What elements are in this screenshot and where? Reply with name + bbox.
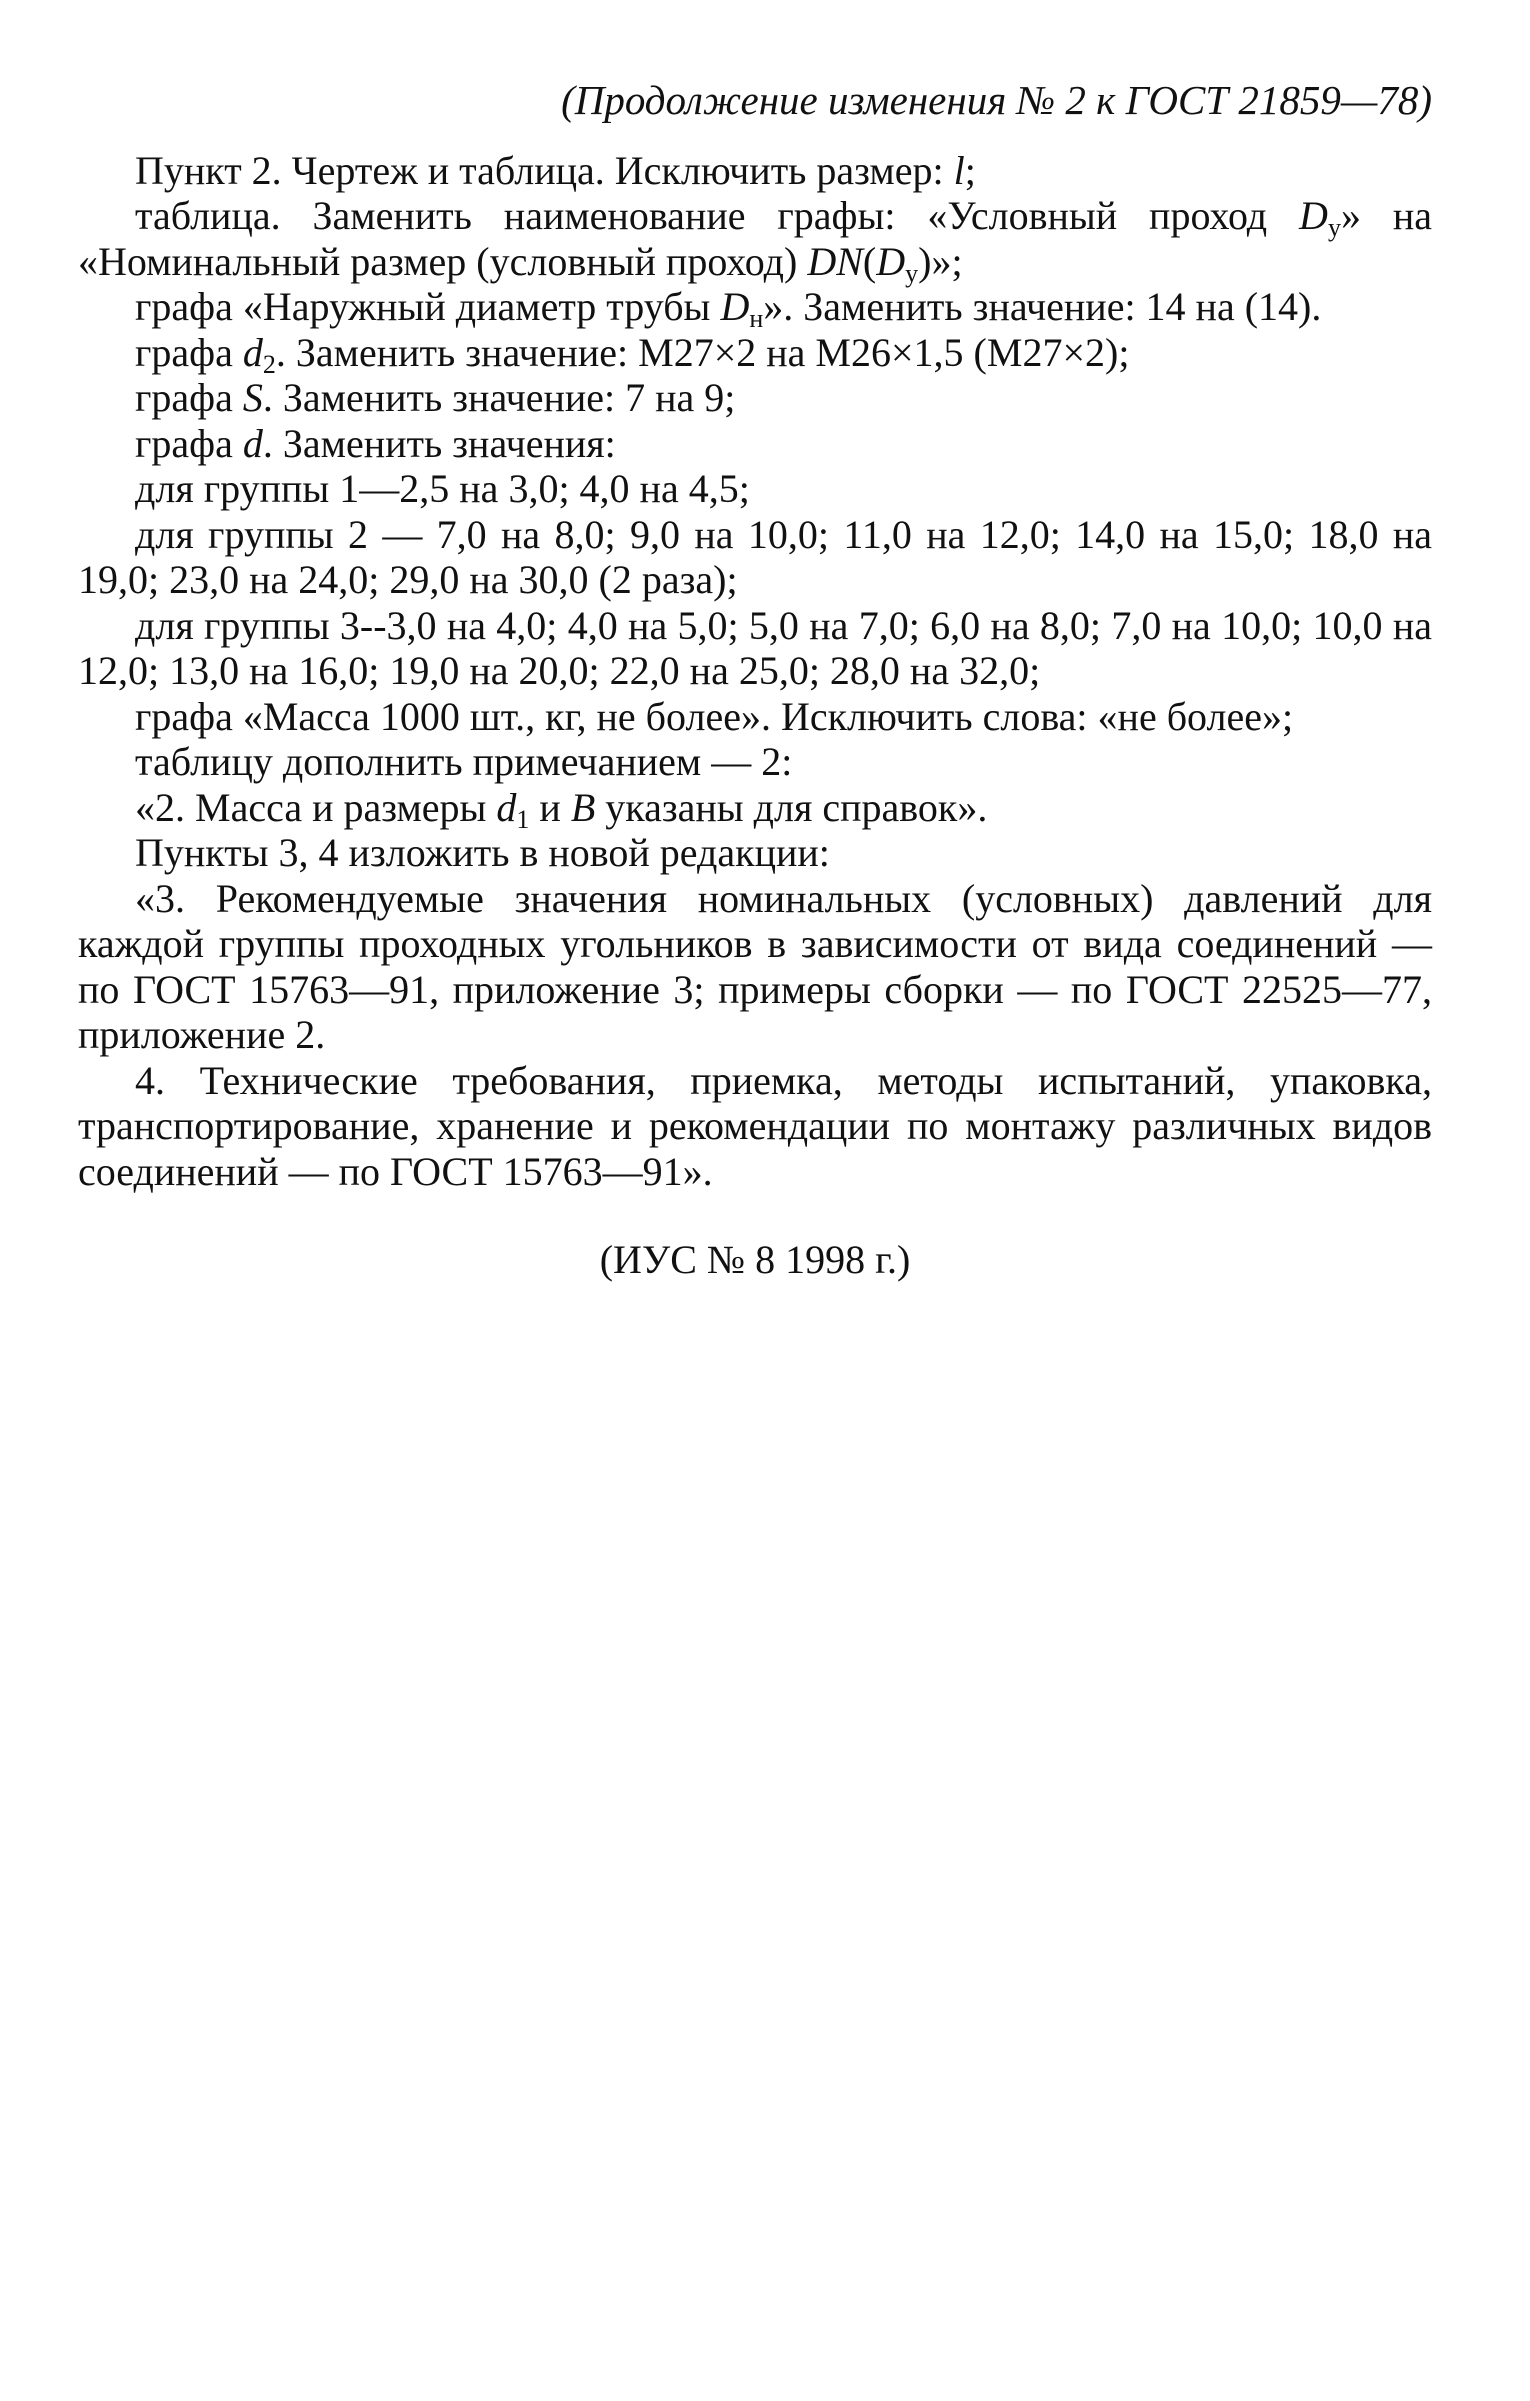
text: ( xyxy=(862,238,877,284)
paragraph-6 xyxy=(78,421,1432,467)
italic-symbol: l xyxy=(953,147,965,193)
paragraph-13: Пункты 3, 4 изложить в новой редакции: xyxy=(135,830,830,875)
paragraph-3 xyxy=(78,284,1432,333)
paragraph-8: для группы 2 — 7,0 на 8,0; 9,0 на 10,0; 11,0 на 12,0; 14,0 на 15,0; 18,0 на 19,0; 23,0 на 24,0; 29,0 на 30,0 (2 раза); xyxy=(78,511,1432,602)
paragraph-9: для группы 3--3,0 на 4,0; 4,0 на 5,0; 5,0 на 7,0; 6,0 на 8,0; 7,0 на 10,0; 10,0 на 12,0; 13,0 на 16,0; 19,0 на 20,0; 22,0 на 25,0; 28,0 на 32,0; xyxy=(78,602,1432,693)
text: «2. Масса и размеры xyxy=(135,784,497,830)
text: Пункт 2. Чертеж и таблица. Исключить размер: xyxy=(135,147,954,193)
subscript: у xyxy=(905,258,919,288)
text: графа xyxy=(135,375,243,420)
paragraph-14: «3. Рекомендуемые значения номинальных (условных) давлений для каждой группы проходных угольников в зависимости от вида соединений — по ГОСТ 15763—91, приложение 3; примеры сборки — по ГОСТ 22525—77, приложение 2. xyxy=(78,875,1432,1057)
italic-symbol: d xyxy=(242,329,263,375)
text: и xyxy=(529,784,571,830)
subscript: у xyxy=(1327,213,1341,242)
text: » на «Номинальный размер (условный проход) xyxy=(78,193,1432,284)
text: . Заменить значение: 7 на 9; xyxy=(262,375,736,420)
text: указаны для справок». xyxy=(595,784,988,830)
italic-symbol: d xyxy=(496,784,517,830)
italic-symbol: D xyxy=(720,284,750,329)
text: . Заменить значение: М27×2 на М26×1,5 (М27×2); xyxy=(275,329,1130,375)
page-header: (Продолжение изменения № 2 к ГОСТ 21859—78) xyxy=(561,77,1432,123)
paragraph-10: графа «Масса 1000 шт., кг, не более». Исключить слова: «не более»; xyxy=(135,693,1294,739)
subscript: н xyxy=(749,304,764,333)
paragraph-5 xyxy=(78,375,1432,421)
text: графа xyxy=(135,420,243,466)
document-page xyxy=(78,78,1432,1283)
paragraph-1 xyxy=(78,148,1432,194)
italic-symbol: DN xyxy=(807,238,863,284)
paragraph-11: таблицу дополнить примечанием — 2: xyxy=(135,739,793,784)
italic-symbol: D xyxy=(1299,193,1328,238)
italic-symbol: d xyxy=(242,420,263,466)
text: )»; xyxy=(918,238,963,284)
text: таблица. Заменить наименование графы: «Условный проход xyxy=(135,193,1300,238)
text: графа xyxy=(135,329,243,375)
text: графа «Наружный диаметр трубы xyxy=(135,284,721,329)
paragraph-2 xyxy=(78,193,1432,288)
italic-symbol: S xyxy=(242,375,263,420)
paragraph-4 xyxy=(78,329,1432,379)
paragraph-7: для группы 1—2,5 на 3,0; 4,0 на 4,5; xyxy=(135,466,750,511)
subscript: 1 xyxy=(516,804,530,834)
issue-reference: (ИУС № 8 1998 г.) xyxy=(599,1237,911,1282)
subscript: 2 xyxy=(262,349,276,379)
paragraph-15: 4. Технические требования, приемка, методы испытаний, упаковка, транспортирование, хранение и рекомендации по монтажу различных видов соединений — по ГОСТ 15763—91». xyxy=(78,1057,1432,1194)
italic-symbol: D xyxy=(876,238,906,284)
paragraph-12 xyxy=(78,784,1432,834)
italic-symbol: B xyxy=(570,784,596,830)
text: . Заменить значения: xyxy=(262,420,616,466)
text: ; xyxy=(964,147,976,193)
text: ». Заменить значение: 14 на (14). xyxy=(763,284,1322,329)
